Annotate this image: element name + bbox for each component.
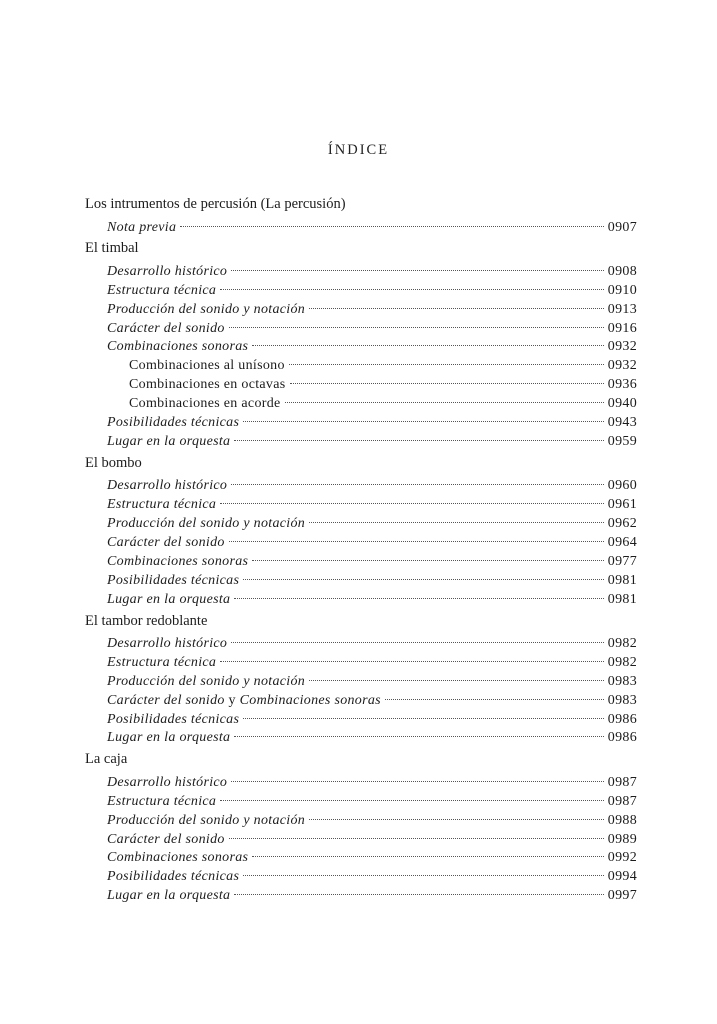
entry-label xyxy=(107,591,230,610)
entry-label-text: Lugar en la orquesta xyxy=(107,888,231,904)
entry-label-tail: Combinaciones sonoras xyxy=(239,692,381,708)
entry-page-number: 0907 xyxy=(607,219,637,235)
section-heading: La caja xyxy=(85,751,128,768)
toc-entry xyxy=(85,263,637,282)
entry-label-text: Producción del sonido y notación xyxy=(107,301,306,317)
toc-entry xyxy=(85,887,637,906)
dot-leader xyxy=(229,541,604,542)
page-title: ÍNDICE xyxy=(327,142,390,158)
entry-label-text: Combinaciones sonoras xyxy=(107,339,249,355)
toc-entry xyxy=(85,515,637,534)
dot-leader xyxy=(234,598,603,599)
entry-label xyxy=(107,553,248,572)
entry-page-number: 0986 xyxy=(607,730,637,746)
entry-label-text: Carácter del sonido xyxy=(107,831,225,847)
dot-leader xyxy=(309,819,604,820)
entry-page-number: 0962 xyxy=(607,516,637,532)
entry-label-text: Combinaciones en octavas xyxy=(129,377,286,393)
dot-leader xyxy=(231,642,604,643)
dot-leader xyxy=(252,560,604,561)
entry-label xyxy=(107,729,230,748)
dot-leader xyxy=(309,680,604,681)
entry-label xyxy=(107,868,239,887)
toc-entry xyxy=(85,414,637,433)
entry-label xyxy=(107,849,248,868)
toc-entry xyxy=(85,301,637,320)
dot-leader xyxy=(252,345,604,346)
entry-label-text: Carácter del sonido xyxy=(107,692,225,708)
toc-entry xyxy=(85,812,637,831)
toc-subentry xyxy=(85,395,637,414)
dot-leader xyxy=(252,856,604,857)
entry-label-text: Lugar en la orquesta xyxy=(107,730,231,746)
toc-entry xyxy=(85,868,637,887)
entry-label xyxy=(107,635,227,654)
entry-label xyxy=(107,887,230,906)
entry-label-text: Posibilidades técnicas xyxy=(107,711,240,727)
toc-subentry xyxy=(85,357,637,376)
entry-label-text: Posibilidades técnicas xyxy=(107,572,240,588)
entry-label xyxy=(107,433,230,452)
entry-label-text: Desarrollo histórico xyxy=(107,263,228,279)
dot-leader xyxy=(385,699,604,700)
entry-label xyxy=(107,812,305,831)
toc-entry xyxy=(85,572,637,591)
entry-label xyxy=(107,534,225,553)
entry-label-text: Posibilidades técnicas xyxy=(107,415,240,431)
entry-label xyxy=(107,338,248,357)
toc-entry xyxy=(85,692,637,711)
entry-label xyxy=(107,654,216,673)
entry-label xyxy=(107,219,176,238)
entry-page-number: 0988 xyxy=(607,812,637,828)
toc-section xyxy=(85,195,637,237)
toc-entry xyxy=(85,338,637,357)
entry-label-text: Combinaciones en acorde xyxy=(129,396,281,412)
toc-entry xyxy=(85,219,637,238)
entry-page-number: 0908 xyxy=(607,263,637,279)
dot-leader xyxy=(309,308,604,309)
entry-label-join: y xyxy=(228,692,236,708)
toc-entry xyxy=(85,496,637,515)
entry-label-text: Lugar en la orquesta xyxy=(107,591,231,607)
entry-page-number: 0964 xyxy=(607,534,637,550)
toc-entry xyxy=(85,849,637,868)
entry-page-number: 0932 xyxy=(607,339,637,355)
section-heading: El timbal xyxy=(85,240,139,257)
toc-entry xyxy=(85,793,637,812)
entry-page-number: 0977 xyxy=(607,553,637,569)
toc-entry xyxy=(85,282,637,301)
entry-page-number: 0992 xyxy=(607,850,637,866)
entry-label xyxy=(107,414,239,433)
entry-label xyxy=(107,263,227,282)
dot-leader xyxy=(309,522,604,523)
entry-label-text: Lugar en la orquesta xyxy=(107,433,231,449)
entry-page-number: 0913 xyxy=(607,301,637,317)
entry-label xyxy=(129,376,286,395)
entry-label-text: Producción del sonido y notación xyxy=(107,673,306,689)
entry-page-number: 0994 xyxy=(607,869,637,885)
dot-leader xyxy=(290,383,604,384)
entry-page-number: 0943 xyxy=(607,415,637,431)
toc-section xyxy=(85,750,637,906)
dot-leader xyxy=(229,838,604,839)
section-heading: El bombo xyxy=(85,454,142,471)
entry-label xyxy=(107,320,225,339)
entry-label-text: Desarrollo histórico xyxy=(107,478,228,494)
entry-page-number: 0932 xyxy=(607,358,637,374)
toc-section xyxy=(85,239,637,451)
toc-entry xyxy=(85,433,637,452)
toc-entry xyxy=(85,673,637,692)
entry-label-text: Estructura técnica xyxy=(107,654,217,670)
entry-page-number: 0989 xyxy=(607,831,637,847)
entry-label-text: Combinaciones sonoras xyxy=(107,553,249,569)
toc-entry xyxy=(85,711,637,730)
dot-leader xyxy=(231,781,604,782)
entry-label xyxy=(129,395,281,414)
dot-leader xyxy=(220,289,604,290)
entry-page-number: 0982 xyxy=(607,636,637,652)
entry-label xyxy=(107,496,216,515)
entry-page-number: 0916 xyxy=(607,320,637,336)
toc-subentry xyxy=(85,376,637,395)
entry-label xyxy=(107,477,227,496)
dot-leader xyxy=(220,661,604,662)
entry-label-text: Carácter del sonido xyxy=(107,534,225,550)
entry-label-text: Carácter del sonido xyxy=(107,320,225,336)
dot-leader xyxy=(289,364,604,365)
entry-label xyxy=(107,692,381,711)
entry-label xyxy=(129,357,285,376)
entry-label xyxy=(107,831,225,850)
entry-page-number: 0987 xyxy=(607,793,637,809)
toc-section xyxy=(85,454,637,610)
entry-label-text: Nota previa xyxy=(107,219,177,235)
toc-entry xyxy=(85,553,637,572)
toc-entry xyxy=(85,591,637,610)
entry-page-number: 0961 xyxy=(607,497,637,513)
dot-leader xyxy=(231,270,604,271)
entry-page-number: 0981 xyxy=(607,572,637,588)
dot-leader xyxy=(231,484,604,485)
entry-label-text: Combinaciones al unísono xyxy=(129,358,285,374)
dot-leader xyxy=(234,440,603,441)
toc-entry xyxy=(85,320,637,339)
entry-page-number: 0940 xyxy=(607,396,637,412)
dot-leader xyxy=(220,503,604,504)
dot-leader xyxy=(234,894,603,895)
entry-page-number: 0982 xyxy=(607,654,637,670)
entry-label-text: Estructura técnica xyxy=(107,793,217,809)
table-of-contents xyxy=(85,195,637,906)
toc-entry xyxy=(85,831,637,850)
toc-entry xyxy=(85,477,637,496)
toc-entry xyxy=(85,534,637,553)
entry-label xyxy=(107,515,305,534)
toc-entry xyxy=(85,729,637,748)
entry-label-text: Desarrollo histórico xyxy=(107,774,228,790)
entry-label-text: Producción del sonido y notación xyxy=(107,516,306,532)
dot-leader xyxy=(229,327,604,328)
dot-leader xyxy=(180,226,604,227)
entry-label-text: Estructura técnica xyxy=(107,282,217,298)
dot-leader xyxy=(285,402,604,403)
entry-label xyxy=(107,711,239,730)
dot-leader xyxy=(234,736,603,737)
entry-page-number: 0983 xyxy=(607,673,637,689)
entry-page-number: 0936 xyxy=(607,377,637,393)
entry-page-number: 0959 xyxy=(607,433,637,449)
entry-label-text: Producción del sonido y notación xyxy=(107,812,306,828)
entry-label-text: Estructura técnica xyxy=(107,497,217,513)
entry-page-number: 0987 xyxy=(607,774,637,790)
toc-section xyxy=(85,612,637,749)
entry-page-number: 0960 xyxy=(607,478,637,494)
section-heading: El tambor redoblante xyxy=(85,612,208,629)
entry-label xyxy=(107,282,216,301)
entry-page-number: 0997 xyxy=(607,888,637,904)
entry-label-text: Posibilidades técnicas xyxy=(107,869,240,885)
entry-label xyxy=(107,673,305,692)
entry-page-number: 0910 xyxy=(607,282,637,298)
entry-label xyxy=(107,301,305,320)
entry-label xyxy=(107,774,227,793)
dot-leader xyxy=(243,579,604,580)
entry-page-number: 0981 xyxy=(607,591,637,607)
dot-leader xyxy=(243,718,604,719)
entry-page-number: 0986 xyxy=(607,711,637,727)
entry-label-text: Combinaciones sonoras xyxy=(107,850,249,866)
dot-leader xyxy=(243,421,604,422)
entry-label-text: Desarrollo histórico xyxy=(107,636,228,652)
entry-label xyxy=(107,572,239,591)
toc-entry xyxy=(85,635,637,654)
dot-leader xyxy=(220,800,604,801)
entry-page-number: 0983 xyxy=(607,692,637,708)
toc-entry xyxy=(85,654,637,673)
entry-label xyxy=(107,793,216,812)
dot-leader xyxy=(243,875,604,876)
section-heading: Los intrumentos de percusión (La percusión) xyxy=(85,196,346,212)
toc-entry xyxy=(85,774,637,793)
